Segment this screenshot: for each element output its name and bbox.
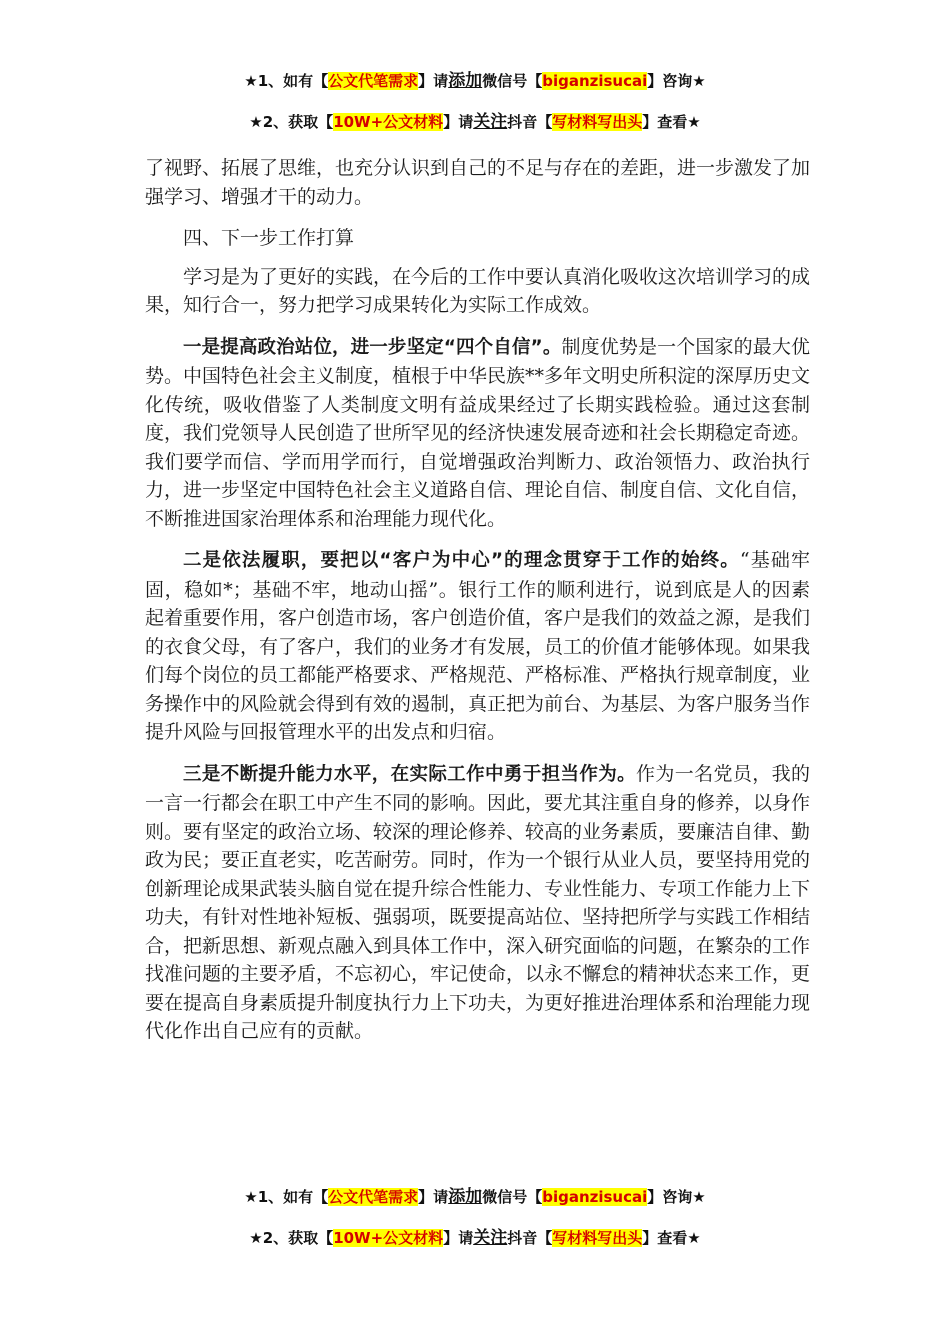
star-icon: ★ [687, 1229, 701, 1247]
point-2-lead: 二是依法履职，要把以“客户为中心”的理念贯穿于工作的始终。 [183, 550, 740, 571]
promo-text: 】咨询 [647, 1188, 693, 1206]
promo-text: 】请 [443, 1229, 474, 1247]
highlight-service: 公文代笔需求 [328, 72, 419, 90]
point-1-lead: 一是提高政治站位，进一步坚定“四个自信”。 [183, 336, 562, 358]
promo-text: 】请 [443, 113, 474, 131]
paragraph-point-2 [145, 546, 810, 747]
promo-text: 2、获取【 [262, 1229, 334, 1247]
paragraph-point-1 [145, 333, 810, 534]
highlight-materials: 10W+公文材料 [333, 113, 444, 131]
promo-text: 】查看 [642, 1229, 688, 1247]
highlight-wechat-id: biganzisucai [542, 1188, 648, 1206]
point-1-text: 制度优势是一个国家的最大优势。中国特色社会主义制度，植根于中华民族**多年文明史所积淀的深厚历史文化传统，吸收借鉴了人类制度文明有益成果经过了长期实践检验。通过这套制度，我们党领导人民创造了世所罕见的经济快速发展奇迹和社会长期稳定奇迹。我们要学而信、学而用学而行，自觉增强政治判断力、政治领悟力、政治执行力，进一步坚定中国特色社会主义道路自信、理论自信、制度自信、文化自信，不断推进国家治理体系和治理能力现代化。 [145, 335, 811, 530]
paragraph-point-3 [145, 760, 810, 1046]
star-icon: ★ [692, 1188, 706, 1206]
star-icon: ★ [244, 72, 258, 90]
point-3-text: 作为一名党员，我的一言一行都会在职工中产生不同的影响。因此，要尤其注重自身的修养，以身作则。要有坚定的政治立场、较深的理论修养、较高的业务素质，要廉洁自律、勤政为民；要正直老实，吃苦耐劳。同时，作为一个银行从业人员，要坚持用党的创新理论成果武装头脑自觉在提升综合性能力、专业性能力、专项工作能力上下功夫，有针对性地补短板、强弱项，既要提高站位、坚持把所学与实践工作相结合，把新思想、新观点融入到具体工作中，深入研究面临的问题，在繁杂的工作找准问题的主要矛盾，不忘初心，牢记使命，以永不懈怠的精神状态来工作，更要在提高自身素质提升制度执行力上下功夫，为更好推进治理体系和治理能力现代化作出自己应有的贡献。 [145, 762, 811, 1042]
paragraph-continuation: 了视野、拓展了思维，也充分认识到自己的不足与存在的差距，进一步激发了加强学习、增强才干的动力。 [145, 157, 811, 208]
star-icon: ★ [244, 1188, 258, 1206]
promo-text: 微信号【 [482, 1188, 543, 1206]
star-icon: ★ [692, 72, 706, 90]
emphasis-add: 添加 [448, 71, 483, 91]
point-2-text: “基础牢固，稳如*；基础不牢，地动山摇”。银行工作的顺利进行，说到底是人的因素起着重要作用，客户创造市场，客户创造价值，客户是我们的效益之源，是我们的衣食父母，有了客户，我们的业务才有发展，员工的价值才能够体现。如果我们每个岗位的员工都能严格要求、严格规范、严格标准、严格执行规章制度，业务操作中的风险就会得到有效的遏制，真正把为前台、为基层、为客户服务当作提升风险与回报管理水平的出发点和归宿。 [145, 549, 811, 743]
promo-text: 1、如有【 [257, 72, 329, 90]
promo-text: 】查看 [642, 113, 688, 131]
paragraph-intro: 学习是为了更好的实践，在今后的工作中要认真消化吸收这次培训学习的成果，知行合一，努力把学习成果转化为实际工作成效。 [145, 265, 811, 316]
highlight-wechat-id: biganzisucai [542, 72, 648, 90]
footer-promo-line-1 [0, 1186, 950, 1208]
promo-text: 】请 [418, 1188, 449, 1206]
promo-text: 2、获取【 [262, 113, 334, 131]
promo-text: 1、如有【 [257, 1188, 329, 1206]
star-icon: ★ [687, 113, 701, 131]
promo-text: 】咨询 [647, 72, 693, 90]
promo-text: 】请 [418, 72, 449, 90]
footer-promo-line-2 [0, 1227, 950, 1249]
emphasis-add: 添加 [448, 1187, 483, 1207]
promo-text: 抖音【 [507, 1229, 553, 1247]
promo-text: 微信号【 [482, 72, 543, 90]
promo-text: 抖音【 [507, 113, 553, 131]
header-promo-line-2 [0, 111, 950, 133]
highlight-douyin: 写材料写出头 [552, 113, 643, 131]
highlight-service: 公文代笔需求 [328, 1188, 419, 1206]
point-3-lead: 三是不断提升能力水平，在实际工作中勇于担当作为。 [183, 763, 636, 785]
document-body [145, 154, 810, 1059]
emphasis-follow: 关注 [473, 112, 508, 132]
header-promo-line-1 [0, 70, 950, 92]
highlight-materials: 10W+公文材料 [333, 1229, 444, 1247]
section-heading: 四、下一步工作打算 [183, 227, 355, 249]
star-icon: ★ [249, 113, 263, 131]
highlight-douyin: 写材料写出头 [552, 1229, 643, 1247]
emphasis-follow: 关注 [473, 1228, 508, 1248]
star-icon: ★ [249, 1229, 263, 1247]
